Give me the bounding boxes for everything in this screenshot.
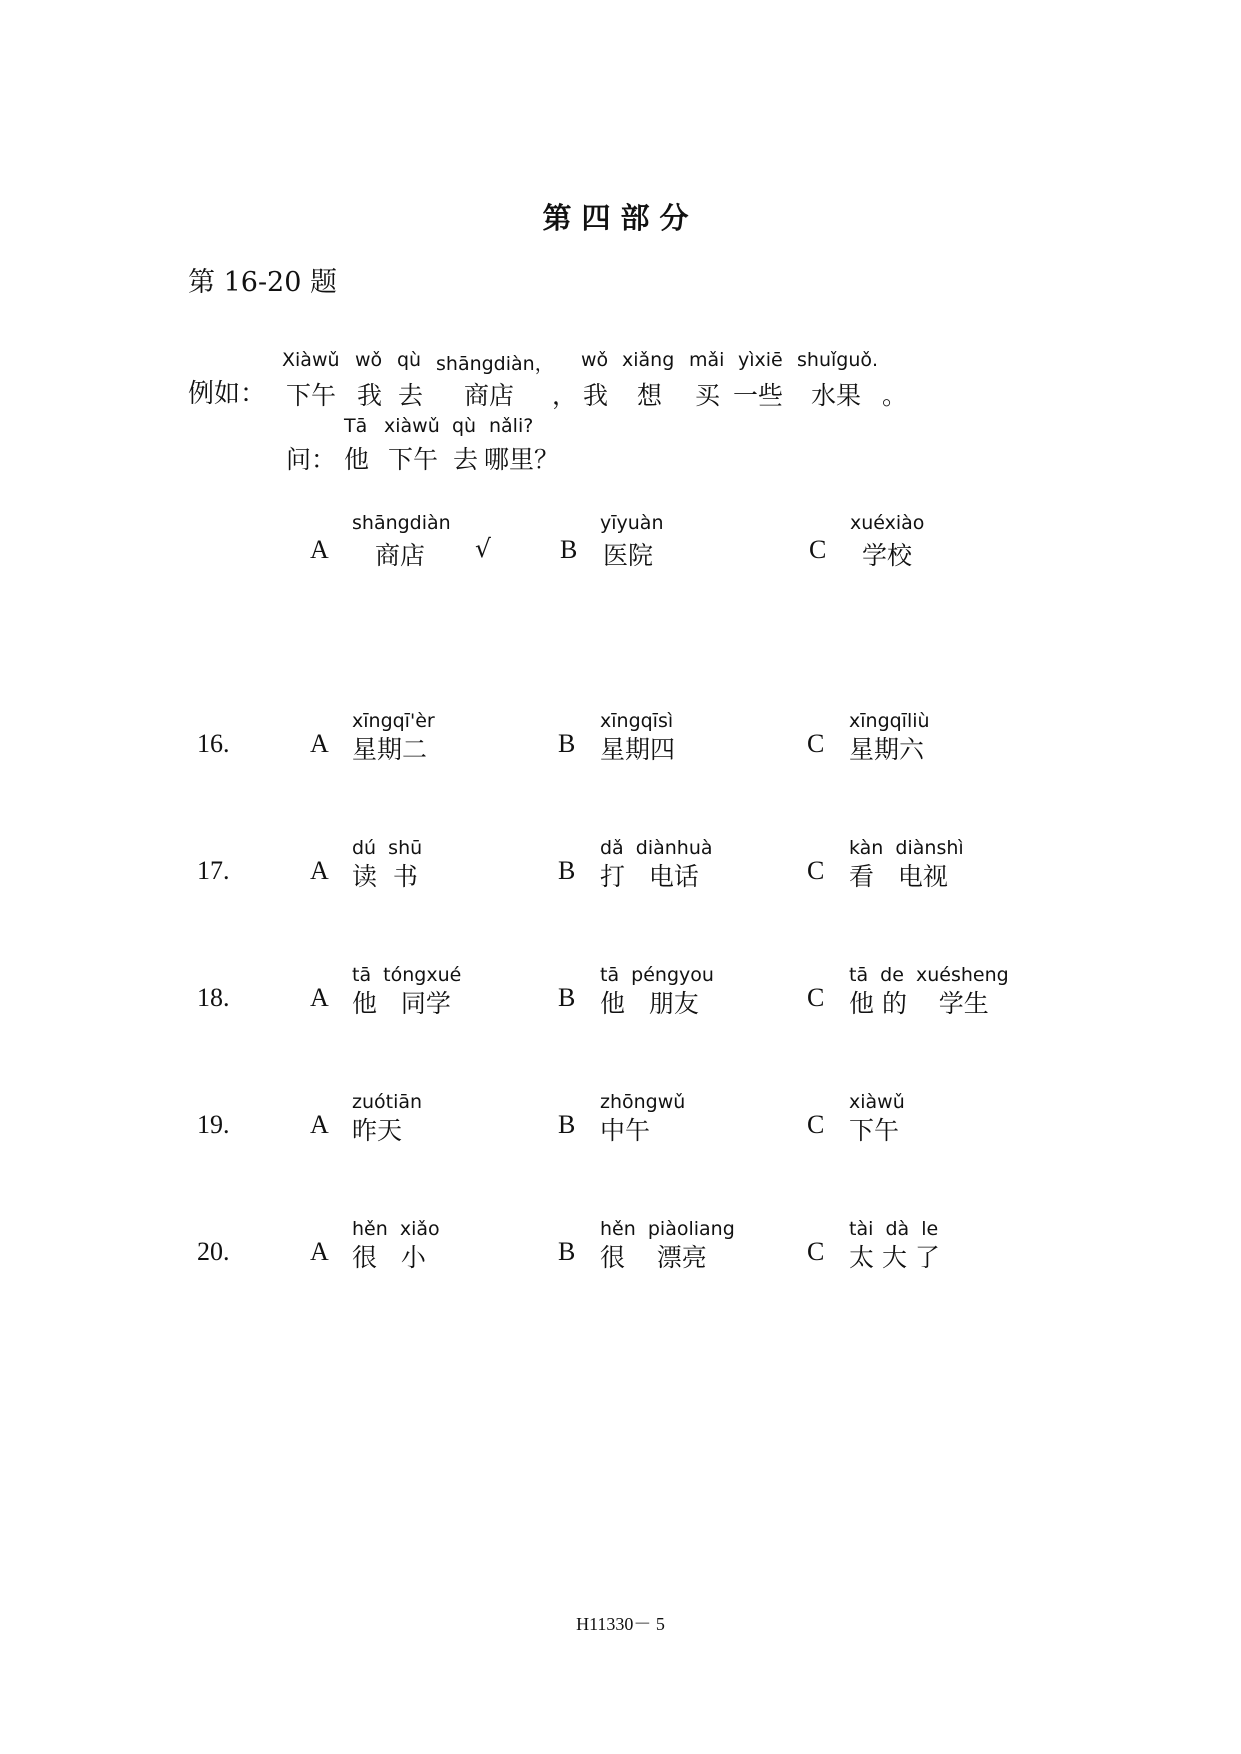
example-hanzi: ，	[552, 381, 578, 410]
option-letter: C	[807, 983, 825, 1012]
example-pinyin: xiǎng	[622, 349, 675, 371]
option-hanzi: 打 电话	[600, 862, 699, 891]
option-hanzi: 医院	[603, 541, 654, 570]
option-hanzi: 他 同学	[352, 989, 451, 1018]
option-letter: B	[560, 535, 578, 564]
option-pinyin: xuéxiào	[850, 512, 925, 534]
option-hanzi: 中午	[600, 1116, 651, 1145]
option-hanzi: 很 小	[352, 1243, 426, 1272]
question-pinyin: nǎli?	[489, 415, 534, 437]
option-letter: B	[558, 856, 576, 885]
option-hanzi: 商店	[375, 541, 426, 570]
question-number: 18.	[197, 983, 230, 1012]
option-letter: B	[558, 983, 576, 1012]
option-hanzi: 读 书	[352, 862, 418, 891]
question-pinyin: xiàwǔ	[384, 415, 440, 437]
option-pinyin: kàn diànshì	[849, 837, 964, 859]
example-pinyin: Xiàwǔ	[282, 349, 340, 371]
example-hanzi: 买	[695, 381, 721, 410]
option-letter: B	[558, 729, 576, 758]
question-label: 问：	[286, 445, 337, 474]
option-letter: A	[310, 1237, 329, 1266]
page-title: 第四部分	[542, 201, 699, 235]
example-hanzi: 。	[882, 381, 908, 410]
question-hanzi: 哪里？	[484, 445, 560, 474]
example-hanzi: 去	[398, 381, 424, 410]
option-pinyin: xīngqī'èr	[352, 710, 435, 732]
option-letter: A	[310, 535, 329, 564]
option-pinyin: xīngqīsì	[600, 710, 674, 732]
option-letter: C	[807, 729, 825, 758]
option-letter: A	[310, 729, 329, 758]
example-hanzi: 水果	[811, 381, 862, 410]
example-pinyin: wǒ	[581, 349, 609, 371]
checkmark-icon: √	[475, 534, 491, 563]
example-hanzi: 下午	[286, 381, 337, 410]
example-pinyin: yìxiē	[738, 349, 783, 371]
option-letter: C	[807, 1110, 825, 1139]
question-number: 20.	[197, 1237, 230, 1266]
option-hanzi: 学校	[862, 541, 913, 570]
option-hanzi: 星期四	[600, 735, 676, 764]
option-letter: C	[809, 535, 827, 564]
example-pinyin: shāngdiàn，	[436, 353, 554, 375]
option-pinyin: hěn piàoliang	[600, 1218, 735, 1240]
question-number: 19.	[197, 1110, 230, 1139]
option-pinyin: tā péngyou	[600, 964, 714, 986]
example-pinyin: qù	[397, 349, 422, 371]
option-pinyin: dǎ diànhuà	[600, 837, 713, 859]
option-pinyin: hěn xiǎo	[352, 1218, 440, 1240]
option-hanzi: 星期二	[352, 735, 428, 764]
question-pinyin: Tā	[344, 415, 368, 437]
option-hanzi: 很 漂亮	[600, 1243, 707, 1272]
option-pinyin: xiàwǔ	[849, 1091, 905, 1113]
example-hanzi: 我	[583, 381, 609, 410]
option-hanzi: 太 大 了	[849, 1243, 940, 1272]
option-letter: A	[310, 1110, 329, 1139]
option-pinyin: dú shū	[352, 837, 423, 859]
example-hanzi: 一些	[733, 381, 784, 410]
question-hanzi: 下午	[388, 445, 439, 474]
example-hanzi: 商店	[464, 381, 515, 410]
option-hanzi: 星期六	[849, 735, 925, 764]
section-label: 第 16-20 题	[188, 267, 338, 298]
question-number: 17.	[197, 856, 230, 885]
option-pinyin: tā tóngxué	[352, 964, 462, 986]
option-letter: C	[807, 856, 825, 885]
example-pinyin: shuǐguǒ.	[797, 349, 879, 371]
question-number: 16.	[197, 729, 230, 758]
option-hanzi: 下午	[849, 1116, 900, 1145]
option-hanzi: 昨天	[352, 1116, 403, 1145]
option-pinyin: xīngqīliù	[849, 710, 930, 732]
option-hanzi: 他 的 学生	[849, 989, 989, 1018]
example-hanzi: 我	[357, 381, 383, 410]
option-letter: B	[558, 1237, 576, 1266]
option-letter: C	[807, 1237, 825, 1266]
option-pinyin: zuótiān	[352, 1091, 423, 1113]
option-hanzi: 他 朋友	[600, 989, 699, 1018]
example-hanzi: 想	[637, 381, 663, 410]
question-pinyin: qù	[452, 415, 477, 437]
option-pinyin: tā de xuésheng	[849, 964, 1009, 986]
example-label: 例如：	[188, 379, 267, 409]
option-letter: A	[310, 983, 329, 1012]
question-hanzi: 他	[344, 445, 370, 474]
option-hanzi: 看 电视	[849, 862, 948, 891]
option-pinyin: tài dà le	[849, 1218, 939, 1240]
example-pinyin: wǒ	[355, 349, 383, 371]
option-letter: A	[310, 856, 329, 885]
option-pinyin: zhōngwǔ	[600, 1091, 686, 1113]
option-pinyin: yīyuàn	[600, 512, 664, 534]
option-letter: B	[558, 1110, 576, 1139]
option-pinyin: shāngdiàn	[352, 512, 451, 534]
page-footer: H11330－ 5	[576, 1614, 665, 1634]
example-pinyin: mǎi	[689, 349, 725, 371]
question-hanzi: 去	[453, 445, 479, 474]
